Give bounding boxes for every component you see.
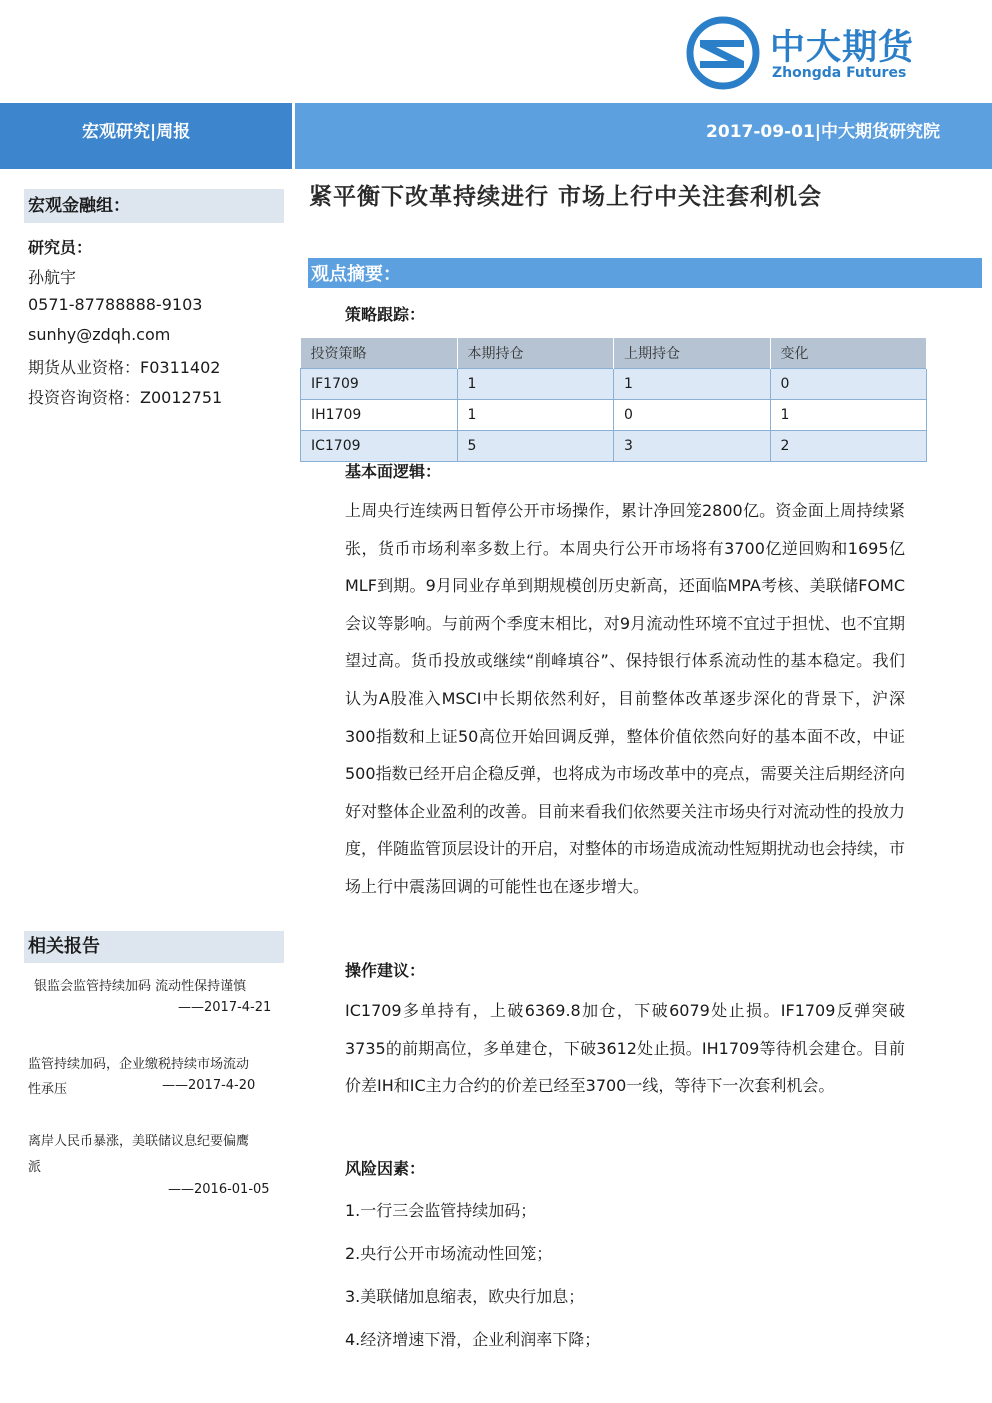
table-cell: IH1709 (301, 400, 458, 431)
strategy-heading: 策略跟踪： (345, 305, 426, 324)
company-logo (686, 16, 946, 88)
risk-item: 4.经济增速下滑，企业利润率下降； (345, 1330, 601, 1349)
table-header-row (301, 338, 927, 369)
researcher-phone: 0571-87788888-9103 (28, 295, 203, 314)
report-date-institute: 2017-09-01|中大期货研究院 (706, 122, 940, 142)
related-report-date: ——2016-01-05 (168, 1182, 270, 1197)
fundamentals-heading: 基本面逻辑： (345, 462, 442, 481)
risk-heading: 风险因素： (345, 1159, 426, 1178)
related-report-date: ——2017-4-21 (178, 1000, 272, 1015)
column-header: 投资策略 (301, 338, 458, 369)
risk-item: 1.一行三会监管持续加码； (345, 1201, 537, 1220)
related-report-title[interactable]: 离岸人民币暴涨，美联储议息纪要偏鹰 (28, 1134, 250, 1149)
futures-qualification: 期货从业资格：F0311402 (28, 358, 221, 377)
sidebar-group-heading: 宏观金融组： (24, 189, 284, 223)
table-cell: 1 (457, 369, 614, 400)
table-cell: 2 (770, 431, 927, 462)
table-row (301, 400, 927, 431)
strategy-table (300, 338, 927, 462)
header-band-right (295, 103, 992, 169)
table-cell: IC1709 (301, 431, 458, 462)
advice-heading: 操作建议： (345, 961, 426, 980)
table-cell: 0 (614, 400, 771, 431)
advice-text: IC1709多单持有，上破6369.8加仓，下破6079处止损。IF1709反弹突破3735的前期高位，多单建仓，下破3612处止损。IH1709等待机会建仓。目前价差IH和IC主力合约的价差已经至3700一线，等待下一次套利机会。 (345, 1001, 905, 1096)
researcher-email[interactable]: sunhy@zdqh.com (28, 325, 171, 344)
consulting-qualification: 投资咨询资格：Z0012751 (28, 388, 223, 407)
related-reports-heading: 相关报告 (24, 931, 284, 963)
table-cell: 0 (770, 369, 927, 400)
related-report-title[interactable]: 监管持续加码，企业缴税持续市场流动 (28, 1057, 250, 1072)
header-band-left (0, 103, 292, 169)
report-title: 紧平衡下改革持续进行 市场上行中关注套利机会 (309, 183, 823, 210)
column-header: 变化 (770, 338, 927, 369)
table-cell: 3 (614, 431, 771, 462)
zhongda-logo-icon (686, 16, 762, 92)
logo-name-en: Zhongda Futures (772, 65, 907, 81)
summary-bar (308, 258, 982, 288)
report-category: 宏观研究|周报 (82, 122, 191, 142)
related-report-title[interactable]: 银监会监管持续加码 流动性保持谨慎 (34, 979, 247, 994)
table-row (301, 431, 927, 462)
related-report-date: ——2017-4-20 (162, 1078, 256, 1093)
column-header: 上期持仓 (614, 338, 771, 369)
table-cell: 1 (614, 369, 771, 400)
fundamentals-text: 上周央行连续两日暂停公开市场操作，累计净回笼2800亿。资金面上周持续紧张，货币市场利率多数上行。本周央行公开市场将有3700亿逆回购和1695亿MLF到期。9月同业存单到期规模创历史新高，还面临MPA考核、美联储FOMC会议等影响。与前两个季度末相比，对9月流动性环境不宜过于担忧、也不宜期望过高。货币投放或继续“削峰填谷”、保持银行体系流动性的基本稳定。我们认为A股准入MSCI中长期依然利好，目前整体改革逐步深化的背景下，沪深300指数和上证50高位开始回调反弹，整体价值依然向好的基本面不改，中证500指数已经开启企稳反弹，也将成为市场改革中的亮点，需要关注后期经济向好对整体企业盈利的改善。目前来看我们依然要关注市场央行对流动性的投放力度，伴随监管顶层设计的开启，对整体的市场造成流动性短期扰动也会持续，市场上行中震荡回调的可能性也在逐步增大。 (345, 501, 906, 896)
table-cell: 5 (457, 431, 614, 462)
summary-label: 观点摘要： (311, 264, 401, 285)
researcher-label: 研究员： (28, 238, 93, 257)
table-cell: 1 (770, 400, 927, 431)
logo-name-cn: 中大期货 (770, 28, 915, 68)
related-report-title-cont[interactable]: 性承压 (28, 1082, 68, 1097)
risk-item: 3.美联储加息缩表，欧央行加息； (345, 1287, 585, 1306)
table-cell: 1 (457, 400, 614, 431)
researcher-name: 孙航宇 (28, 268, 77, 287)
column-header: 本期持仓 (457, 338, 614, 369)
risk-item: 2.央行公开市场流动性回笼； (345, 1244, 553, 1263)
related-report-title-cont[interactable]: 派 (28, 1160, 42, 1175)
table-row (301, 369, 927, 400)
table-cell: IF1709 (301, 369, 458, 400)
